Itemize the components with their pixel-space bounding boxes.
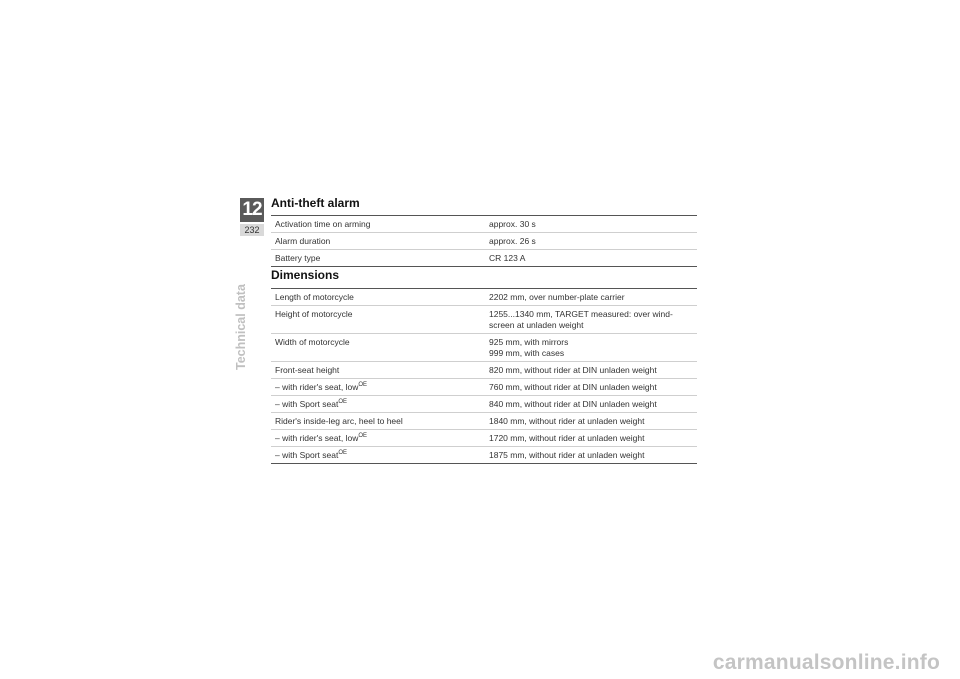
table-row — [271, 289, 697, 306]
option-marker: OE — [338, 399, 347, 405]
row-value: 840 mm, without rider at DIN unladen weight — [489, 399, 657, 409]
dimensions-table — [271, 288, 697, 464]
row-label — [271, 430, 485, 447]
row-value: CR 123 A — [489, 253, 526, 263]
row-value: approx. 30 s — [489, 219, 536, 229]
table-row — [271, 334, 697, 362]
row-label: Length of motorcycle — [275, 292, 354, 302]
row-label: Battery type — [275, 253, 321, 263]
option-marker: OE — [358, 433, 368, 439]
chapter-number: 12 — [240, 198, 264, 222]
section-title-anti-theft: Anti-theft alarm — [271, 196, 360, 210]
row-value: 1255...1340 mm, TARGET measured: over wind- screen at unladen weight — [489, 309, 673, 330]
table-row — [271, 430, 697, 447]
watermark: carmanualsonline.info — [712, 651, 940, 674]
table-row — [271, 250, 697, 267]
chapter-marker — [240, 198, 264, 238]
row-value: 1875 mm, without rider at unladen weight — [489, 450, 645, 460]
row-label — [271, 447, 485, 464]
anti-theft-table — [271, 215, 697, 267]
table-row — [271, 396, 697, 413]
row-label-text: – with Sport seat — [275, 450, 339, 460]
row-value: 760 mm, without rider at DIN unladen weight — [489, 382, 657, 392]
row-label — [271, 379, 485, 396]
section-title-dimensions: Dimensions — [271, 268, 340, 282]
row-value: 820 mm, without rider at DIN unladen weight — [489, 365, 657, 375]
table-row — [271, 216, 697, 233]
table-row — [271, 362, 697, 379]
row-label: Activation time on arming — [275, 219, 371, 229]
table-row — [271, 233, 697, 250]
row-value: 2202 mm, over number-plate carrier — [489, 292, 625, 302]
page-number: 232 — [240, 224, 264, 236]
table-row — [271, 447, 697, 464]
row-value: approx. 26 s — [489, 236, 536, 246]
row-value: 1720 mm, without rider at unladen weight — [489, 433, 645, 443]
row-label: Width of motorcycle — [275, 337, 350, 347]
row-label: Front-seat height — [275, 365, 340, 375]
table-row — [271, 306, 697, 334]
row-label-text: – with rider's seat, low — [275, 382, 359, 392]
option-marker: OE — [358, 382, 368, 388]
row-label: Height of motorcycle — [275, 309, 353, 319]
option-marker: OE — [338, 450, 347, 456]
row-label: Alarm duration — [275, 236, 331, 246]
row-value: 925 mm, with mirrors 999 mm, with cases — [489, 337, 569, 358]
row-label-text: – with rider's seat, low — [275, 433, 359, 443]
row-label — [271, 396, 485, 413]
row-label-text: – with Sport seat — [275, 399, 339, 409]
chapter-title: Technical data — [234, 284, 248, 370]
table-row — [271, 413, 697, 430]
row-value: 1840 mm, without rider at unladen weight — [489, 416, 645, 426]
row-label: Rider's inside-leg arc, heel to heel — [275, 416, 403, 426]
table-row — [271, 379, 697, 396]
